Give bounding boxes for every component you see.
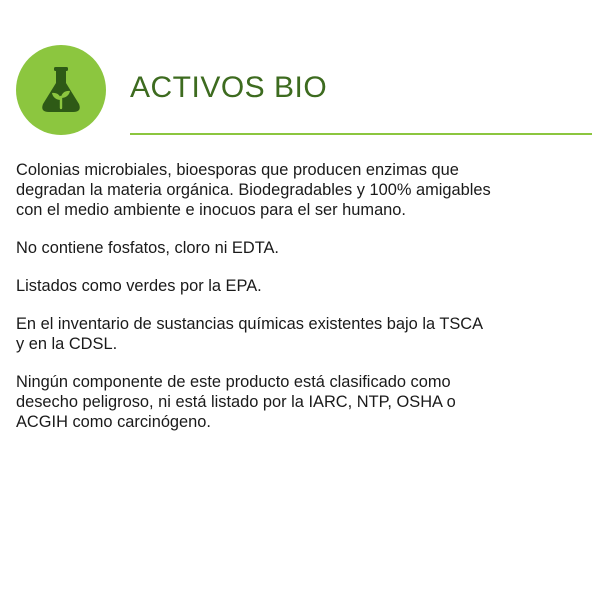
page-title: ACTIVOS BIO xyxy=(130,71,328,104)
paragraph-microbial-colonies: Colonias microbiales, bioesporas que producen enzimas que degradan la materia orgánica. Biodegradables y 100% amigables con el medio ambiente e inocuos para el ser humano. xyxy=(16,161,491,219)
flask-leaf-icon xyxy=(35,64,87,116)
paragraph-epa-listing: Listados como verdes por la EPA. xyxy=(16,277,262,295)
description-body xyxy=(16,160,576,450)
paragraph-no-phosphates: No contiene fosfatos, cloro ni EDTA. xyxy=(16,239,279,257)
paragraph-not-hazardous: Ningún componente de este producto está clasificado como desecho peligroso, ni está listado por la IARC, NTP, OSHA o ACGIH como carcinógeno. xyxy=(16,373,456,431)
title-divider xyxy=(130,133,592,135)
flask-leaf-badge xyxy=(16,45,106,135)
paragraph-tsca-inventory: En el inventario de sustancias químicas existentes bajo la TSCA y en la CDSL. xyxy=(16,315,484,353)
